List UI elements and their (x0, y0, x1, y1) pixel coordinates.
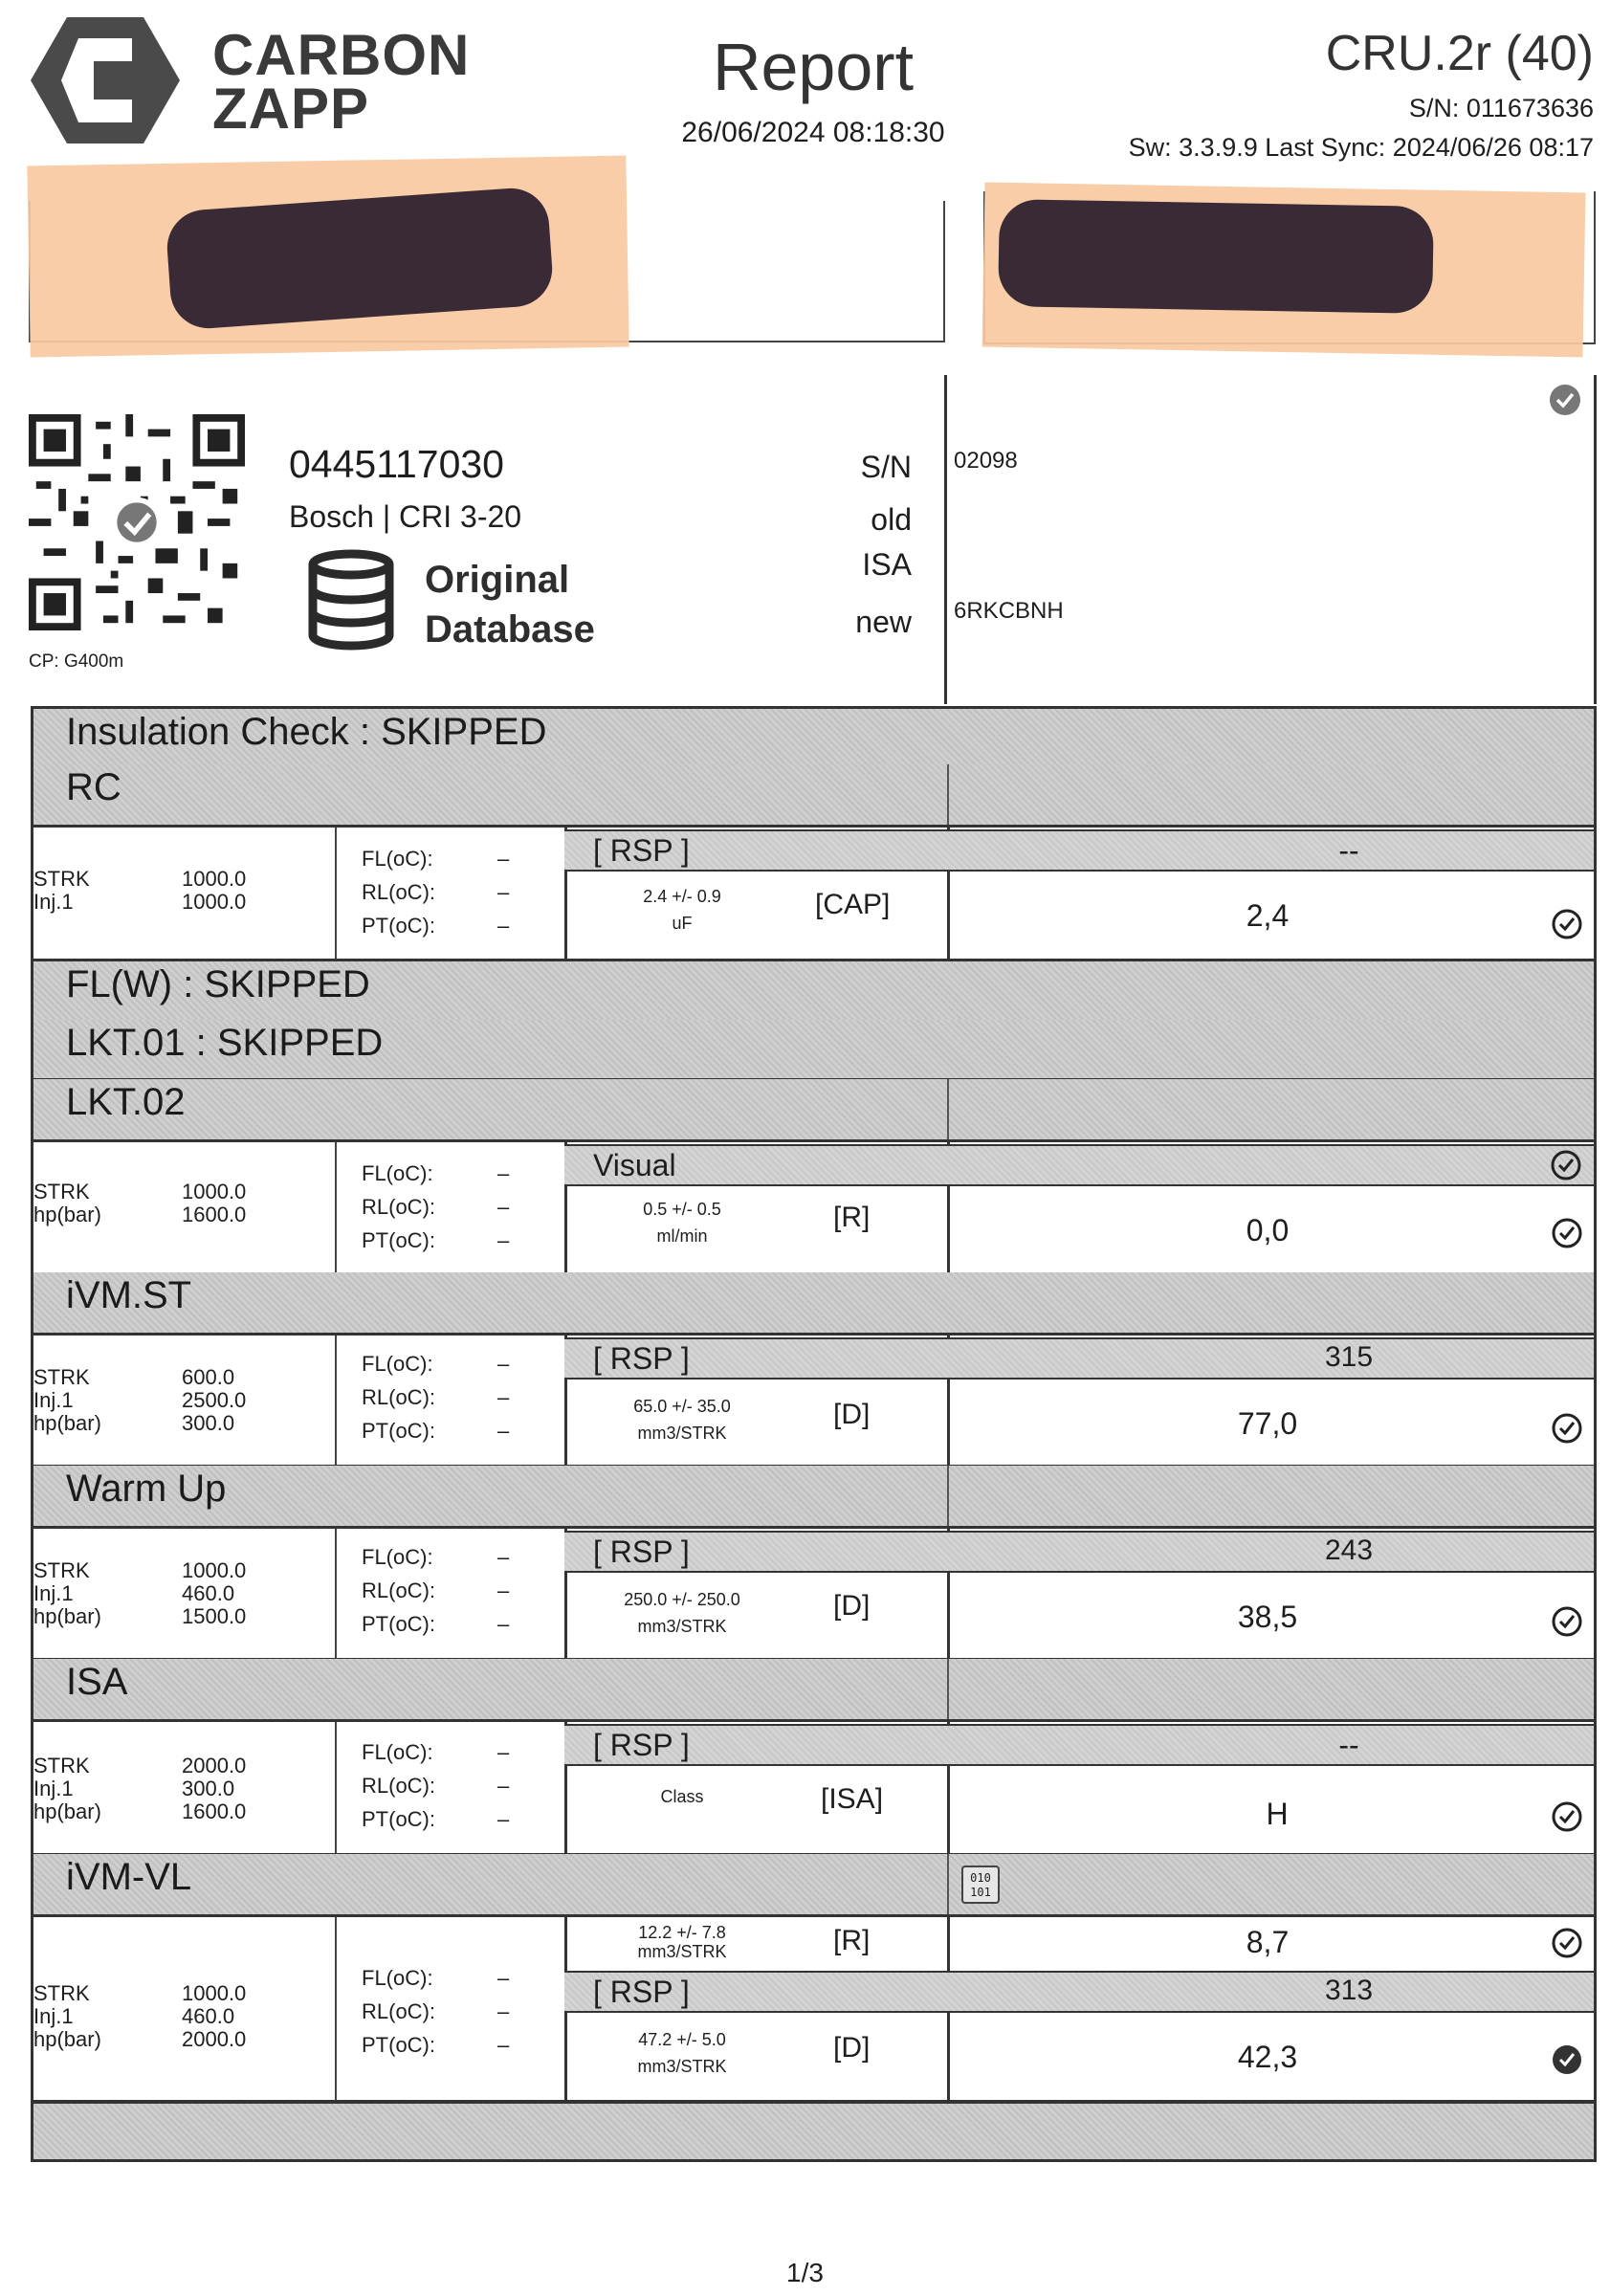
database-label-line2: Database (425, 608, 595, 651)
sn-value: 02098 (954, 448, 1018, 474)
condition-value: – (497, 1385, 510, 1409)
condition-value: – (497, 1774, 510, 1798)
param-label: Inj.1 (33, 1581, 74, 1605)
pass-check-icon (1550, 1149, 1582, 1181)
param-value: 1500.0 (182, 1604, 247, 1628)
pass-check-icon (1551, 1217, 1583, 1249)
param-label: hp(bar) (33, 1203, 101, 1226)
section-title: Insulation Check : SKIPPED (66, 711, 547, 753)
section-flw (31, 961, 1597, 1023)
device-software: Sw: 3.3.9.9 Last Sync: 2024/06/26 08:17 (1128, 133, 1594, 162)
binary-data-icon (961, 1866, 1000, 1904)
param-label: hp(bar) (33, 2027, 101, 2051)
condition-label: RL(oC): (362, 880, 436, 904)
verified-check-icon (1551, 2043, 1583, 2076)
condition-value: – (497, 847, 510, 871)
column-divider (335, 1722, 337, 1853)
param-value: 1000.0 (182, 867, 247, 891)
spec-tolerance: 12.2 +/- 7.8 (638, 1923, 726, 1942)
condition-label: PT(oC): (362, 914, 435, 938)
pass-check-icon (1551, 1605, 1583, 1638)
rsp-band (564, 829, 1594, 872)
param-value: 2000.0 (182, 2027, 247, 2051)
condition-value: – (497, 1352, 510, 1376)
device-serial: S/N: 011673636 (1408, 94, 1594, 122)
condition-value: – (497, 1228, 510, 1252)
pass-check-icon (1551, 1927, 1583, 1959)
rsp-band (564, 1337, 1594, 1380)
param-label: hp(bar) (33, 1604, 101, 1628)
measure-unit: [R] (833, 1925, 871, 1956)
qr-code-icon (29, 414, 245, 630)
section-title: ISA (66, 1661, 128, 1703)
band-label: [ RSP ] (593, 1534, 690, 1569)
column-divider (335, 1529, 337, 1658)
condition-label: RL(oC): (362, 1774, 436, 1798)
condition-value: – (497, 1578, 510, 1602)
condition-label: FL(oC): (362, 1740, 433, 1764)
section-title: LKT.02 (66, 1081, 186, 1123)
column-divider (947, 764, 949, 825)
condition-value: – (497, 1419, 510, 1443)
param-label: hp(bar) (33, 1799, 101, 1823)
band-result: -- (1338, 833, 1359, 868)
param-label: Inj.1 (33, 2004, 74, 2028)
section-rc-body (31, 828, 1597, 961)
condition-label: FL(oC): (362, 1161, 433, 1185)
band-result: 313 (1324, 1975, 1374, 2006)
condition-value: – (497, 2033, 510, 2057)
column-divider (335, 1336, 337, 1465)
spec-unit: mm3/STRK (637, 1617, 727, 1636)
new-value: 6RKCBNH (954, 598, 1064, 624)
old-label: old (871, 502, 912, 537)
band-label: [ RSP ] (593, 1341, 690, 1376)
section-isa-body (31, 1722, 1597, 1856)
band-label: [ RSP ] (593, 1728, 690, 1762)
part-model: Bosch | CRI 3-20 (289, 499, 522, 534)
visual-band (564, 1144, 1594, 1186)
binary-icon-line2: 101 (970, 1886, 991, 1899)
pass-check-icon (1551, 1412, 1583, 1445)
param-value: 300.0 (182, 1777, 235, 1800)
section-title: RC (66, 766, 121, 808)
condition-value: – (497, 914, 510, 938)
measure-unit: [D] (833, 1590, 871, 1622)
section-lkt01 (31, 1020, 1597, 1081)
param-label: Inj.1 (33, 1777, 74, 1800)
section-lkt02-header (31, 1079, 1597, 1142)
condition-label: FL(oC): (362, 847, 433, 871)
condition-value: – (497, 880, 510, 904)
condition-label: PT(oC): (362, 2033, 435, 2057)
param-value: 300.0 (182, 1411, 235, 1435)
section-title: iVM.ST (66, 1274, 192, 1316)
band-result: -- (1338, 1728, 1359, 1762)
section-title: FL(W) : SKIPPED (66, 963, 370, 1005)
rsp-band (564, 1971, 1594, 2013)
page-number: 1/3 (786, 2258, 824, 2287)
condition-value: – (497, 1545, 510, 1569)
section-lkt02-body (31, 1142, 1597, 1276)
condition-value: – (497, 1612, 510, 1636)
section-isa-header (31, 1659, 1597, 1722)
carbon-zapp-logo-icon (29, 13, 182, 147)
pass-check-icon (1551, 908, 1583, 940)
sn-label: S/N (860, 450, 912, 484)
new-label: new (855, 605, 912, 639)
logo-text-line1: CARBON (212, 23, 471, 87)
section-ivmvl-header (31, 1854, 1597, 1917)
band-label: [ RSP ] (593, 1975, 690, 2009)
column-divider (947, 1466, 949, 1526)
condition-label: PT(oC): (362, 1612, 435, 1636)
param-value: 1600.0 (182, 1203, 247, 1226)
condition-value: – (497, 1999, 510, 2023)
spec-unit: uF (672, 914, 693, 933)
section-insulation-check (31, 706, 1597, 767)
device-name: CRU.2r (40) (1325, 26, 1594, 81)
result-value: 77,0 (1237, 1406, 1298, 1441)
param-value: 460.0 (182, 2004, 235, 2028)
spec-tolerance: 2.4 +/- 0.9 (643, 887, 721, 906)
param-label: STRK (33, 867, 90, 891)
section-ivmst-body (31, 1336, 1597, 1468)
spec-class: Class (660, 1787, 704, 1806)
spec-tolerance: 65.0 +/- 35.0 (633, 1397, 731, 1416)
band-label: Visual (593, 1148, 676, 1182)
condition-value: – (497, 1740, 510, 1764)
spec-tolerance: 0.5 +/- 0.5 (643, 1200, 721, 1219)
param-value: 1000.0 (182, 1180, 247, 1203)
condition-value: – (497, 1161, 510, 1185)
spec-tolerance: 250.0 +/- 250.0 (624, 1590, 740, 1609)
column-divider (335, 828, 337, 959)
condition-label: PT(oC): (362, 1807, 435, 1831)
column-divider (947, 1079, 949, 1139)
section-rc-header (31, 764, 1597, 828)
spec-unit: mm3/STRK (637, 1424, 727, 1443)
band-result: 243 (1324, 1534, 1374, 1566)
measure-unit: [R] (833, 1202, 871, 1233)
condition-label: RL(oC): (362, 1999, 436, 2023)
condition-label: FL(oC): (362, 1352, 433, 1376)
condition-label: FL(oC): (362, 1966, 433, 1990)
section-title: iVM-VL (66, 1856, 192, 1898)
spec-unit: mm3/STRK (637, 1942, 727, 1961)
part-number: 0445117030 (289, 442, 504, 486)
column-divider (335, 1142, 337, 1273)
measure-unit: [D] (833, 2032, 871, 2064)
spec-unit: mm3/STRK (637, 2057, 727, 2076)
report-datetime: 26/06/2024 08:18:30 (681, 117, 945, 148)
condition-label: RL(oC): (362, 1385, 436, 1409)
measure-unit: [D] (833, 1399, 871, 1430)
report-title: Report (712, 30, 915, 104)
logo-text-line2: ZAPP (212, 77, 370, 141)
result-value: 42,3 (1237, 2040, 1298, 2074)
column-divider (335, 1917, 337, 2100)
section-warmup-body (31, 1529, 1597, 1661)
param-label: hp(bar) (33, 1411, 101, 1435)
section-ivmvl-body (31, 1917, 1597, 2103)
band-result: 315 (1324, 1341, 1374, 1373)
condition-label: RL(oC): (362, 1195, 436, 1219)
param-label: Inj.1 (33, 890, 74, 914)
condition-value: – (497, 1195, 510, 1219)
condition-label: PT(oC): (362, 1228, 435, 1252)
condition-label: RL(oC): (362, 1578, 436, 1602)
param-label: STRK (33, 1754, 90, 1777)
section-title: Warm Up (66, 1468, 227, 1510)
verified-check-icon (1548, 383, 1582, 417)
rsp-band (564, 1531, 1594, 1573)
param-label: STRK (33, 1365, 90, 1389)
result-value: 38,5 (1237, 1600, 1298, 1634)
param-label: STRK (33, 1558, 90, 1582)
param-value: 600.0 (182, 1365, 235, 1389)
result-value: 0,0 (1246, 1213, 1290, 1247)
column-divider (947, 1854, 949, 1914)
band-label: [ RSP ] (593, 833, 690, 868)
param-label: STRK (33, 1981, 90, 2005)
param-label: Inj.1 (33, 1388, 74, 1412)
info-right-box (944, 375, 1597, 704)
spec-unit: ml/min (656, 1226, 708, 1246)
measure-unit: [ISA] (821, 1783, 884, 1815)
binary-icon-line1: 010 (970, 1871, 991, 1885)
section-warmup-header (31, 1466, 1597, 1529)
param-value: 1000.0 (182, 1981, 247, 2005)
column-divider (947, 1659, 949, 1719)
pass-check-icon (1551, 1800, 1583, 1833)
condition-label: FL(oC): (362, 1545, 433, 1569)
table-footer-bar (31, 2101, 1597, 2162)
param-value: 1000.0 (182, 890, 247, 914)
param-value: 2000.0 (182, 1754, 247, 1777)
param-value: 2500.0 (182, 1388, 247, 1412)
result-value: H (1266, 1797, 1289, 1831)
condition-value: – (497, 1966, 510, 1990)
measure-unit: [CAP] (815, 889, 891, 920)
redaction-mark-right (998, 199, 1434, 314)
section-title: LKT.01 : SKIPPED (66, 1022, 384, 1064)
param-value: 1600.0 (182, 1799, 247, 1823)
rsp-band (564, 1724, 1594, 1766)
result-value: 8,7 (1246, 1925, 1290, 1959)
condition-label: PT(oC): (362, 1419, 435, 1443)
param-value: 460.0 (182, 1581, 235, 1605)
spec-tolerance: 47.2 +/- 5.0 (638, 2030, 726, 2049)
cp-label: CP: G400m (29, 651, 124, 672)
param-value: 1000.0 (182, 1558, 247, 1582)
param-label: STRK (33, 1180, 90, 1203)
condition-value: – (497, 1807, 510, 1831)
database-label-line1: Original (425, 559, 570, 601)
result-value: 2,4 (1246, 898, 1290, 933)
section-ivmst-header (31, 1272, 1597, 1336)
isa-label: ISA (862, 547, 912, 582)
database-icon (306, 549, 396, 651)
